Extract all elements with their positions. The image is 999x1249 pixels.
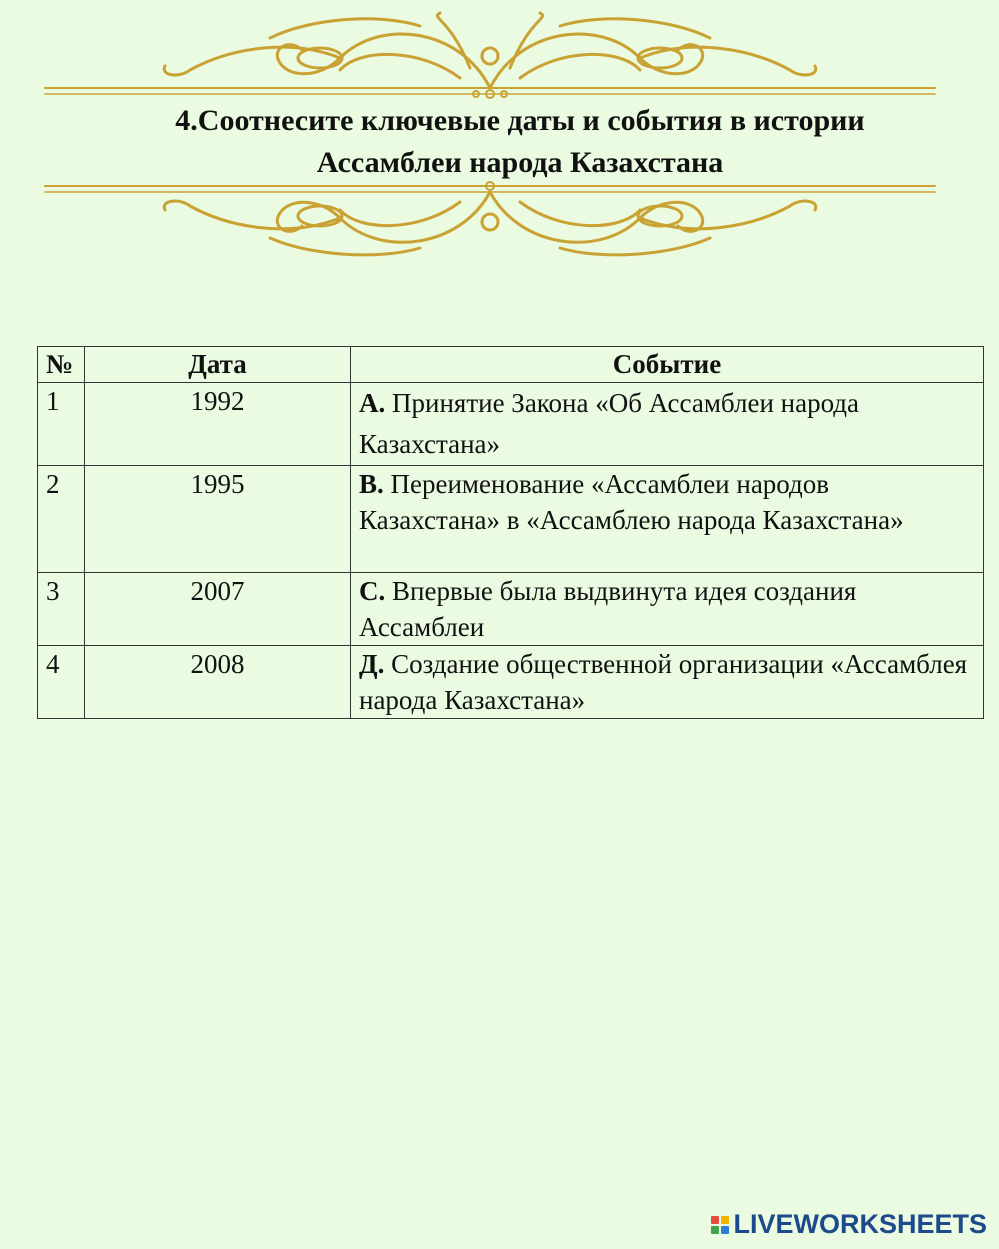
row-event bbox=[351, 646, 984, 719]
header-event: Событие bbox=[351, 347, 984, 383]
row-date: 2008 bbox=[85, 646, 351, 719]
row-number: 2 bbox=[38, 466, 85, 573]
table-header-row bbox=[38, 347, 984, 383]
row-event bbox=[351, 573, 984, 646]
event-letter: А. bbox=[359, 388, 386, 418]
ornament-bottom bbox=[40, 178, 940, 262]
page-title bbox=[40, 100, 999, 184]
title-line-2: Ассамблеи народа Казахстана bbox=[316, 146, 724, 179]
table-row bbox=[38, 573, 984, 646]
row-number: 1 bbox=[38, 383, 85, 466]
title-line-1: 4.Соотнесите ключевые даты и события в истории bbox=[175, 104, 865, 137]
table-row bbox=[38, 646, 984, 719]
row-date: 1992 bbox=[85, 383, 351, 466]
row-event bbox=[351, 466, 984, 573]
row-date: 2007 bbox=[85, 573, 351, 646]
row-number: 3 bbox=[38, 573, 85, 646]
row-number: 4 bbox=[38, 646, 85, 719]
row-event bbox=[351, 383, 984, 466]
liveworksheets-logo[interactable] bbox=[711, 1209, 987, 1240]
event-text: Переименование «Ассамблеи народов Казахстана» в «Ассамблею народа Казахстана» bbox=[359, 469, 904, 535]
row-date: 1995 bbox=[85, 466, 351, 573]
event-text: Создание общественной организации «Ассамблея народа Казахстана» bbox=[359, 649, 968, 715]
header-number: № bbox=[38, 347, 85, 383]
table-row bbox=[38, 466, 984, 573]
event-text: Принятие Закона «Об Ассамблеи народа Казахстана» bbox=[359, 388, 860, 459]
table-row bbox=[38, 383, 984, 466]
event-letter: С. bbox=[359, 576, 386, 606]
event-letter: В. bbox=[359, 469, 384, 499]
dates-events-table bbox=[37, 346, 984, 719]
liveworksheets-logo-icon bbox=[711, 1216, 729, 1234]
ornament-top bbox=[40, 8, 940, 110]
header-date: Дата bbox=[85, 347, 351, 383]
logo-text: LIVEWORKSHEETS bbox=[733, 1209, 987, 1239]
event-letter: Д. bbox=[359, 649, 385, 679]
event-text: Впервые была выдвинута идея создания Ассамблеи bbox=[359, 576, 857, 642]
